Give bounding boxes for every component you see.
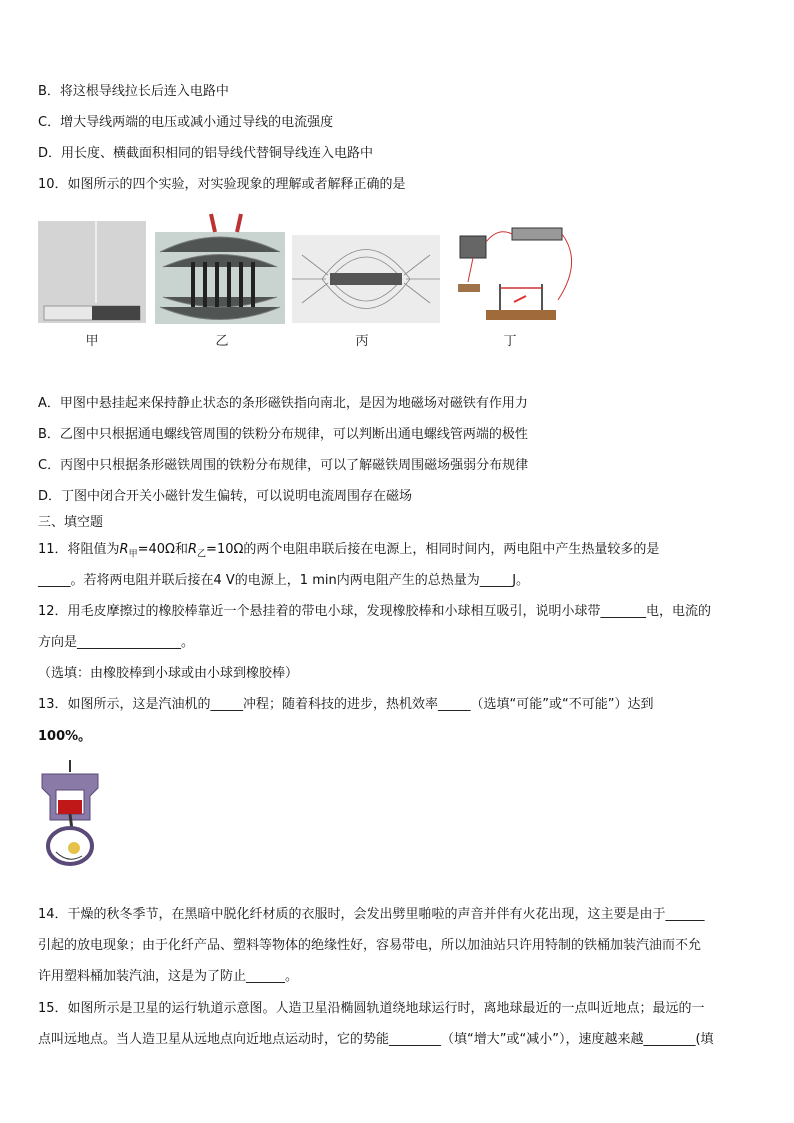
q14-line-3: 许用塑料桶加装汽油，这是为了防止______。 [38,969,299,984]
figure-jia-hanging-magnet [38,221,146,323]
caption-ding: 丁 [503,334,517,349]
q13-line-2: 100%。 [38,729,92,744]
q12-line-1: 12．用毛皮摩擦过的橡胶棒靠近一个悬挂着的带电小球，发现橡胶棒和小球相互吸引，说明小球带_______电，电流的 [38,604,712,619]
q10-option-a: A．甲图中悬挂起来保持静止状态的条形磁铁指向南北，是因为地磁场对磁铁有作用力 [38,396,528,411]
figure-bing-bar-magnet [292,235,440,323]
q14-line-2: 引起的放电现象；由于化纤产品、塑料等物体的绝缘性好，容易带电，所以加油站只许用特制的铁桶加装汽油而不允 [38,938,702,953]
figure-ding-oersted-circuit [448,222,578,324]
q10-stem: 10．如图所示的四个实验，对实验现象的理解或者解释正确的是 [38,177,406,192]
q14-line-1: 14．干燥的秋冬季节，在黑暗中脱化纤材质的衣服时，会发出劈里啪啦的声音并伴有火花出现，这主要是由于______ [38,907,705,922]
q10-option-c: C．丙图中只根据条形磁铁周围的铁粉分布规律，可以了解磁铁周围磁场强弱分布规律 [38,458,529,473]
q11-r2-symbol: R [187,542,198,557]
q9-option-c: C．增大导线两端的电压或减小通过导线的电流强度 [38,115,334,130]
q11-r1-symbol: R [119,542,129,557]
q9-option-d: D．用长度、横截面积相同的铝导线代替铜导线连入电路中 [38,146,374,161]
caption-bing: 丙 [355,334,369,349]
q11-r1-value: =40Ω和 [137,542,188,557]
figure-engine-cylinder [38,760,102,866]
q13-line-1: 13．如图所示，这是汽油机的_____冲程；随着科技的进步，热机效率_____（选填“可能”或“不可能”）达到 [38,697,654,712]
figure-yi-solenoid [155,212,285,324]
q15-line-2: 点叫远地点。当人造卫星从远地点向近地点运动时，它的势能________（填“增大”或“减小”），速度越来越________(填 [38,1032,714,1047]
caption-yi: 乙 [215,334,229,349]
section-heading-fill-blank: 三、填空题 [38,515,104,530]
q11-line-1 [38,541,659,564]
q11-pre: 11．将阻值为 [38,542,120,557]
q11-line-2: _____。若将两电阻并联后接在4 V的电源上，1 min内两电阻产生的总热量为_____J。 [38,573,530,588]
q11-r2-value: =10Ω的两个电阻串联后接在电源上，相同时间内，两电阻中产生热量较多的是 [206,542,660,557]
q15-line-1: 15．如图所示是卫星的运行轨道示意图。人造卫星沿椭圆轨道绕地球运行时，离地球最近的一点叫近地点；最远的一 [38,1001,705,1016]
q10-option-d: D．丁图中闭合开关小磁针发生偏转，可以说明电流周围存在磁场 [38,489,413,504]
q12-line-3: （选填：由橡胶棒到小球或由小球到橡胶棒） [38,666,299,681]
q11-r2-subscript: 乙 [197,549,207,560]
q12-line-2: 方向是________________。 [38,635,195,650]
caption-jia: 甲 [85,334,99,349]
q10-option-b: B．乙图中只根据通电螺线管周围的铁粉分布规律，可以判断出通电螺线管两端的极性 [38,427,528,442]
q11-r1-subscript: 甲 [128,549,138,560]
q9-option-b: B．将这根导线拉长后连入电路中 [38,84,229,99]
